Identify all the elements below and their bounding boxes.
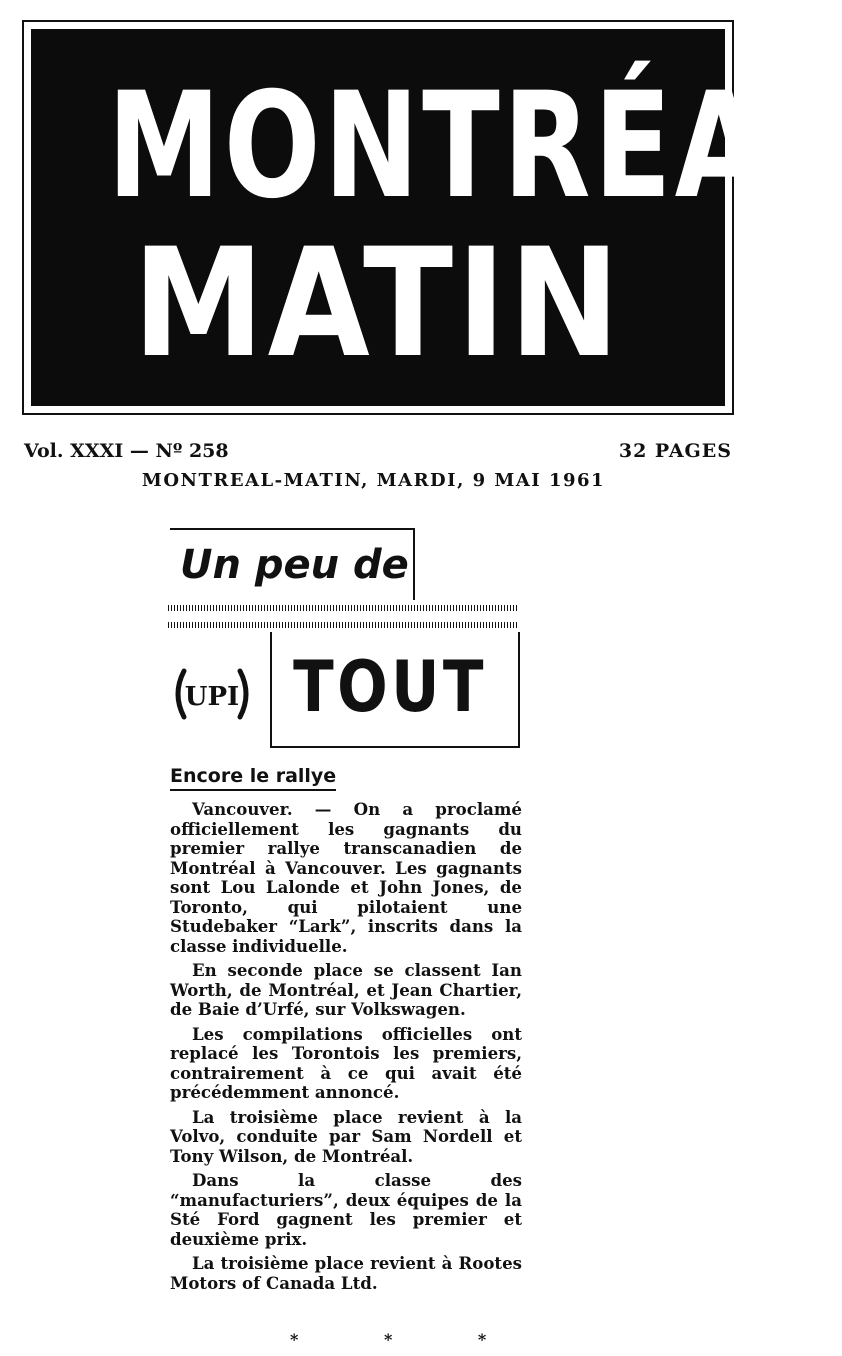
article-paragraph: En seconde place se classent Ian Worth, de Montréal, et Jean Chartier, de Baie d’Urfé, sur Volkswagen. <box>170 960 522 1019</box>
upi-logo-icon <box>170 665 254 723</box>
decorative-rule <box>168 622 518 628</box>
article-paragraph: La troisième place revient à Rootes Motors of Canada Ltd. <box>170 1253 522 1293</box>
article-paragraph: Vancouver. — On a proclamé officiellement les gagnants du premier rallye transcanadien de Montréal à Vancouver. Les gagnants sont Lou Lalonde et John Jones, de Toronto, qui pilotaient une Studebaker “Lark”, inscrits dans la classe individuelle. <box>170 799 522 956</box>
article-paragraph: La troisième place revient à la Volvo, conduite par Sam Nordell et Tony Wilson, de Montréal. <box>170 1106 522 1166</box>
article-body <box>170 800 522 1298</box>
upi-logo-text: UPI <box>184 682 240 712</box>
column-heading-top: Un peu de <box>180 542 409 588</box>
masthead-title-line-2: MATIN <box>132 217 624 391</box>
article-subhead: Encore le rallye <box>170 765 336 791</box>
column-heading-main: TOUT <box>293 646 487 728</box>
article-paragraph: Les compilations officielles ont replacé les Torontois les premiers, contrairement à ce qui avait été précédemment annoncé. <box>170 1023 522 1102</box>
article-paragraph: Dans la classe des “manufacturiers”, deux équipes de la Sté Ford gagnent les premier et deuxième prix. <box>170 1170 522 1249</box>
masthead <box>22 20 842 415</box>
page-count: 32 PAGES <box>618 440 732 462</box>
volume-number: Vol. XXXI — Nº 258 <box>24 440 229 462</box>
masthead-title-line-1: MONTRÉAL <box>107 61 842 231</box>
decorative-rule <box>168 605 518 611</box>
masthead-panel <box>31 29 842 406</box>
dateline: MONTREAL-MATIN, MARDI, 9 MAI 1961 <box>141 470 606 491</box>
section-separator: * * * <box>290 1330 527 1349</box>
